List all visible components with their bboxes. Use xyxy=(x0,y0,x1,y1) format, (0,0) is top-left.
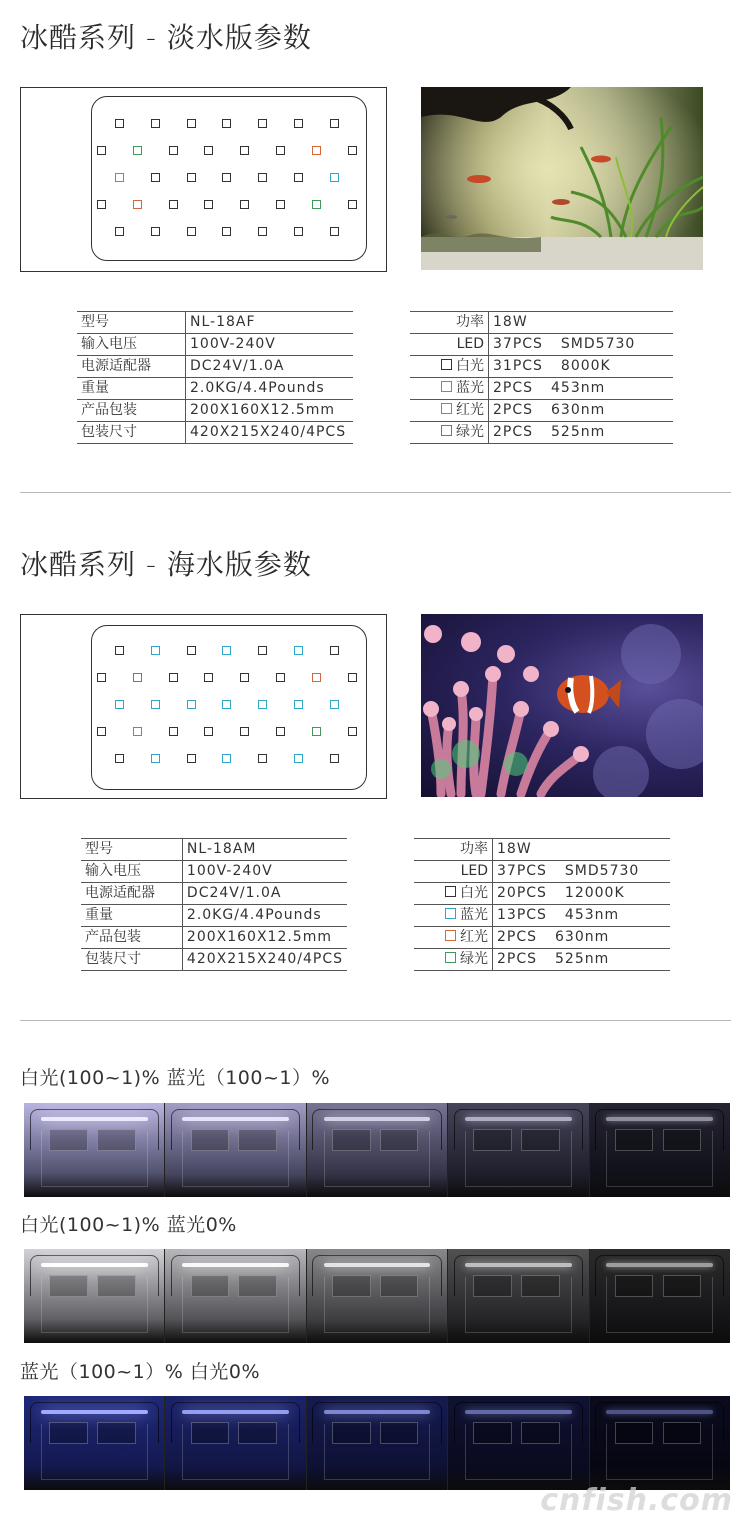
white-led-square xyxy=(276,200,285,209)
spec-label: 产品包装 xyxy=(77,400,186,422)
lamp-bar xyxy=(606,1117,713,1121)
white-led-square xyxy=(187,754,196,763)
filter-box xyxy=(191,1275,230,1297)
dimming-frame xyxy=(24,1103,165,1197)
white-led-square xyxy=(276,673,285,682)
blue-led-square xyxy=(222,646,231,655)
color-swatch-icon xyxy=(441,359,452,370)
blue-led-square xyxy=(330,700,339,709)
white-led-square xyxy=(169,727,178,736)
white-led-square xyxy=(330,119,339,128)
color-swatch-icon xyxy=(445,908,456,919)
color-swatch-icon xyxy=(441,425,452,436)
marine-led-layout-diagram xyxy=(20,614,387,799)
spec-label: 功率 xyxy=(414,839,493,861)
spec-value: 20PCS 12000K xyxy=(493,883,671,905)
color-swatch-icon xyxy=(445,930,456,941)
spec-value: 2PCS 630nm xyxy=(493,927,671,949)
dimming-frame xyxy=(24,1396,165,1490)
spec-label: 型号 xyxy=(77,312,186,334)
spec-row xyxy=(77,312,353,334)
blue-led-square xyxy=(330,173,339,182)
lamp-bar xyxy=(324,1263,431,1267)
green-led-square xyxy=(133,673,142,682)
spec-row xyxy=(81,905,347,927)
spec-row xyxy=(77,400,353,422)
spec-label: 绿光 xyxy=(410,422,489,444)
spec-label: 重量 xyxy=(81,905,182,927)
spec-label: 产品包装 xyxy=(81,927,182,949)
white-led-square xyxy=(240,673,249,682)
dimming-frame xyxy=(165,1396,306,1490)
lamp-bar xyxy=(182,1263,289,1267)
white-led-square xyxy=(115,227,124,236)
blue-led-square xyxy=(115,173,124,182)
spec-row xyxy=(77,422,353,444)
spec-label: LED xyxy=(410,334,489,356)
dimming-caption-white: 白光(100~1)% 蓝光0% xyxy=(20,1214,237,1236)
white-led-square xyxy=(115,646,124,655)
white-led-square xyxy=(294,119,303,128)
spec-value: 13PCS 453nm xyxy=(493,905,671,927)
dimming-frame xyxy=(307,1396,448,1490)
filter-box xyxy=(663,1129,702,1151)
spec-value: 100V-240V xyxy=(182,861,347,883)
dimming-frame xyxy=(590,1396,730,1490)
red-led-square xyxy=(312,146,321,155)
green-led-square xyxy=(312,727,321,736)
white-led-square xyxy=(330,646,339,655)
watermark-logo: cnfish.com xyxy=(540,1483,733,1518)
spec-value: 18W xyxy=(489,312,674,334)
white-led-square xyxy=(330,227,339,236)
white-led-square xyxy=(240,727,249,736)
spec-label: 蓝光 xyxy=(410,378,489,400)
filter-box xyxy=(380,1129,419,1151)
spec-row xyxy=(77,378,353,400)
spec-value: NL-18AM xyxy=(182,839,347,861)
spec-row xyxy=(77,334,353,356)
dimming-caption-blue: 蓝光（100~1）% 白光0% xyxy=(20,1361,261,1383)
spec-row xyxy=(77,356,353,378)
blue-led-square xyxy=(222,700,231,709)
lamp-bar xyxy=(182,1410,289,1414)
white-led-square xyxy=(240,146,249,155)
blue-led-square xyxy=(115,700,124,709)
spec-row xyxy=(81,839,347,861)
blue-led-square xyxy=(187,700,196,709)
spec-row xyxy=(414,949,670,971)
spec-label: 输入电压 xyxy=(77,334,186,356)
spec-row xyxy=(81,927,347,949)
spec-value: 37PCS SMD5730 xyxy=(493,861,671,883)
spec-row xyxy=(410,400,673,422)
spec-row xyxy=(410,422,673,444)
dimming-frame xyxy=(165,1103,306,1197)
color-swatch-icon xyxy=(445,886,456,897)
dimming-caption-mixed: 白光(100~1)% 蓝光（100~1）% xyxy=(20,1067,331,1089)
white-led-square xyxy=(222,227,231,236)
filter-box xyxy=(380,1275,419,1297)
marine-title: 冰酷系列 - 海水版参数 xyxy=(20,548,312,581)
freshwater-title: 冰酷系列 - 淡水版参数 xyxy=(20,21,312,54)
filter-box xyxy=(238,1275,277,1297)
lamp-bar xyxy=(324,1410,431,1414)
blue-led-square xyxy=(258,700,267,709)
blue-led-square xyxy=(151,646,160,655)
lamp-bar xyxy=(41,1117,148,1121)
spec-value: 2.0KG/4.4Pounds xyxy=(182,905,347,927)
filter-box xyxy=(473,1275,512,1297)
white-led-square xyxy=(348,673,357,682)
blue-led-square xyxy=(151,754,160,763)
marine-aquarium-photo xyxy=(421,614,703,797)
white-led-square xyxy=(258,227,267,236)
white-led-square xyxy=(348,200,357,209)
filter-box xyxy=(521,1422,560,1444)
dimming-frame xyxy=(307,1249,448,1343)
dimming-frame xyxy=(590,1249,730,1343)
white-led-square xyxy=(276,146,285,155)
freshwater-spec-table-left xyxy=(77,311,353,444)
white-led-square xyxy=(97,673,106,682)
spec-value: 37PCS SMD5730 xyxy=(489,334,674,356)
spec-label: 重量 xyxy=(77,378,186,400)
red-led-square xyxy=(133,200,142,209)
white-led-square xyxy=(222,119,231,128)
freshwater-led-layout-diagram xyxy=(20,87,387,272)
filter-box xyxy=(380,1422,419,1444)
spec-value: 2PCS 453nm xyxy=(489,378,674,400)
filter-box xyxy=(49,1129,88,1151)
filter-box xyxy=(238,1129,277,1151)
white-led-square xyxy=(348,146,357,155)
filter-box xyxy=(473,1129,512,1151)
lamp-bar xyxy=(465,1410,572,1414)
white-led-square xyxy=(258,173,267,182)
filter-box xyxy=(332,1422,371,1444)
spec-label: 绿光 xyxy=(414,949,493,971)
spec-row xyxy=(414,905,670,927)
white-led-square xyxy=(115,754,124,763)
white-led-square xyxy=(258,119,267,128)
spec-label: 包装尺寸 xyxy=(77,422,186,444)
white-led-square xyxy=(97,727,106,736)
white-led-square xyxy=(151,227,160,236)
red-led-square xyxy=(133,727,142,736)
white-led-square xyxy=(151,173,160,182)
filter-box xyxy=(49,1422,88,1444)
spec-value: 100V-240V xyxy=(186,334,354,356)
filter-box xyxy=(332,1275,371,1297)
spec-label: 白光 xyxy=(410,356,489,378)
color-swatch-icon xyxy=(441,403,452,414)
spec-label: 电源适配器 xyxy=(77,356,186,378)
white-led-square xyxy=(204,200,213,209)
filter-box xyxy=(191,1129,230,1151)
lamp-bar xyxy=(465,1263,572,1267)
spec-value: 2PCS 525nm xyxy=(489,422,674,444)
section-divider xyxy=(20,492,731,493)
spec-label: 蓝光 xyxy=(414,905,493,927)
dimming-frame xyxy=(448,1396,589,1490)
white-led-square xyxy=(204,146,213,155)
spec-value: 2PCS 630nm xyxy=(489,400,674,422)
freshwater-aquarium-photo xyxy=(421,87,703,270)
white-led-square xyxy=(258,646,267,655)
filter-box xyxy=(97,1422,136,1444)
spec-row xyxy=(81,861,347,883)
white-led-square xyxy=(115,119,124,128)
white-led-square xyxy=(294,173,303,182)
blue-led-square xyxy=(294,646,303,655)
filter-box xyxy=(49,1275,88,1297)
white-led-square xyxy=(187,119,196,128)
marine-spec-table-right xyxy=(414,838,670,971)
filter-box xyxy=(663,1422,702,1444)
spec-label: 红光 xyxy=(410,400,489,422)
white-led-square xyxy=(204,673,213,682)
white-led-square xyxy=(97,200,106,209)
white-led-square xyxy=(97,146,106,155)
freshwater-scene-art xyxy=(421,87,703,270)
white-led-square xyxy=(151,119,160,128)
spec-row xyxy=(414,927,670,949)
color-swatch-icon xyxy=(445,952,456,963)
white-led-square xyxy=(276,727,285,736)
filter-box xyxy=(97,1129,136,1151)
white-led-square xyxy=(258,754,267,763)
marine-spec-table-left xyxy=(81,838,347,971)
white-led-square xyxy=(169,146,178,155)
lamp-bar xyxy=(41,1263,148,1267)
lamp-bar xyxy=(606,1410,713,1414)
blue-led-square xyxy=(222,754,231,763)
spec-label: 功率 xyxy=(410,312,489,334)
filter-box xyxy=(191,1422,230,1444)
white-led-square xyxy=(187,646,196,655)
spec-value: 420X215X240/4PCS xyxy=(182,949,347,971)
dimming-strip-white xyxy=(24,1249,730,1343)
lamp-bar xyxy=(182,1117,289,1121)
white-led-square xyxy=(204,727,213,736)
spec-value: 2.0KG/4.4Pounds xyxy=(186,378,354,400)
marine-scene-art xyxy=(421,614,703,797)
spec-row xyxy=(81,883,347,905)
spec-row xyxy=(410,334,673,356)
spec-value: DC24V/1.0A xyxy=(182,883,347,905)
freshwater-spec-table-right xyxy=(410,311,673,444)
white-led-square xyxy=(330,754,339,763)
white-led-square xyxy=(348,727,357,736)
white-led-square xyxy=(222,173,231,182)
dimming-frame xyxy=(165,1249,306,1343)
spec-row xyxy=(414,839,670,861)
filter-box xyxy=(473,1422,512,1444)
spec-label: 电源适配器 xyxy=(81,883,182,905)
spec-value: DC24V/1.0A xyxy=(186,356,354,378)
spec-value: 200X160X12.5mm xyxy=(182,927,347,949)
white-led-square xyxy=(187,227,196,236)
red-led-square xyxy=(312,673,321,682)
white-led-square xyxy=(187,173,196,182)
filter-box xyxy=(521,1275,560,1297)
lamp-bar xyxy=(465,1117,572,1121)
spec-row xyxy=(414,883,670,905)
blue-led-square xyxy=(151,700,160,709)
dimming-frame xyxy=(307,1103,448,1197)
white-led-square xyxy=(169,200,178,209)
dimming-frame xyxy=(590,1103,730,1197)
dimming-strip-mixed xyxy=(24,1103,730,1197)
dimming-frame xyxy=(448,1103,589,1197)
green-led-square xyxy=(312,200,321,209)
filter-box xyxy=(97,1275,136,1297)
spec-value: 18W xyxy=(493,839,671,861)
spec-row xyxy=(410,356,673,378)
dimming-strip-blue xyxy=(24,1396,730,1490)
lamp-bar xyxy=(606,1263,713,1267)
color-swatch-icon xyxy=(441,381,452,392)
white-led-square xyxy=(169,673,178,682)
filter-box xyxy=(663,1275,702,1297)
white-led-square xyxy=(240,200,249,209)
spec-row xyxy=(410,312,673,334)
filter-box xyxy=(521,1129,560,1151)
white-led-square xyxy=(294,227,303,236)
spec-value: 200X160X12.5mm xyxy=(186,400,354,422)
spec-value: 31PCS 8000K xyxy=(489,356,674,378)
spec-value: NL-18AF xyxy=(186,312,354,334)
spec-value: 2PCS 525nm xyxy=(493,949,671,971)
green-led-square xyxy=(133,146,142,155)
filter-box xyxy=(332,1129,371,1151)
filter-box xyxy=(238,1422,277,1444)
lamp-bar xyxy=(324,1117,431,1121)
blue-led-square xyxy=(294,700,303,709)
spec-label: 红光 xyxy=(414,927,493,949)
spec-row xyxy=(414,861,670,883)
lamp-bar xyxy=(41,1410,148,1414)
filter-box xyxy=(615,1422,654,1444)
spec-label: 型号 xyxy=(81,839,182,861)
spec-label: 输入电压 xyxy=(81,861,182,883)
dimming-frame xyxy=(448,1249,589,1343)
spec-row xyxy=(81,949,347,971)
section-divider xyxy=(20,1020,731,1021)
spec-label: 白光 xyxy=(414,883,493,905)
spec-row xyxy=(410,378,673,400)
dimming-frame xyxy=(24,1249,165,1343)
filter-box xyxy=(615,1129,654,1151)
blue-led-square xyxy=(294,754,303,763)
spec-label: LED xyxy=(414,861,493,883)
spec-value: 420X215X240/4PCS xyxy=(186,422,354,444)
filter-box xyxy=(615,1275,654,1297)
spec-label: 包装尺寸 xyxy=(81,949,182,971)
